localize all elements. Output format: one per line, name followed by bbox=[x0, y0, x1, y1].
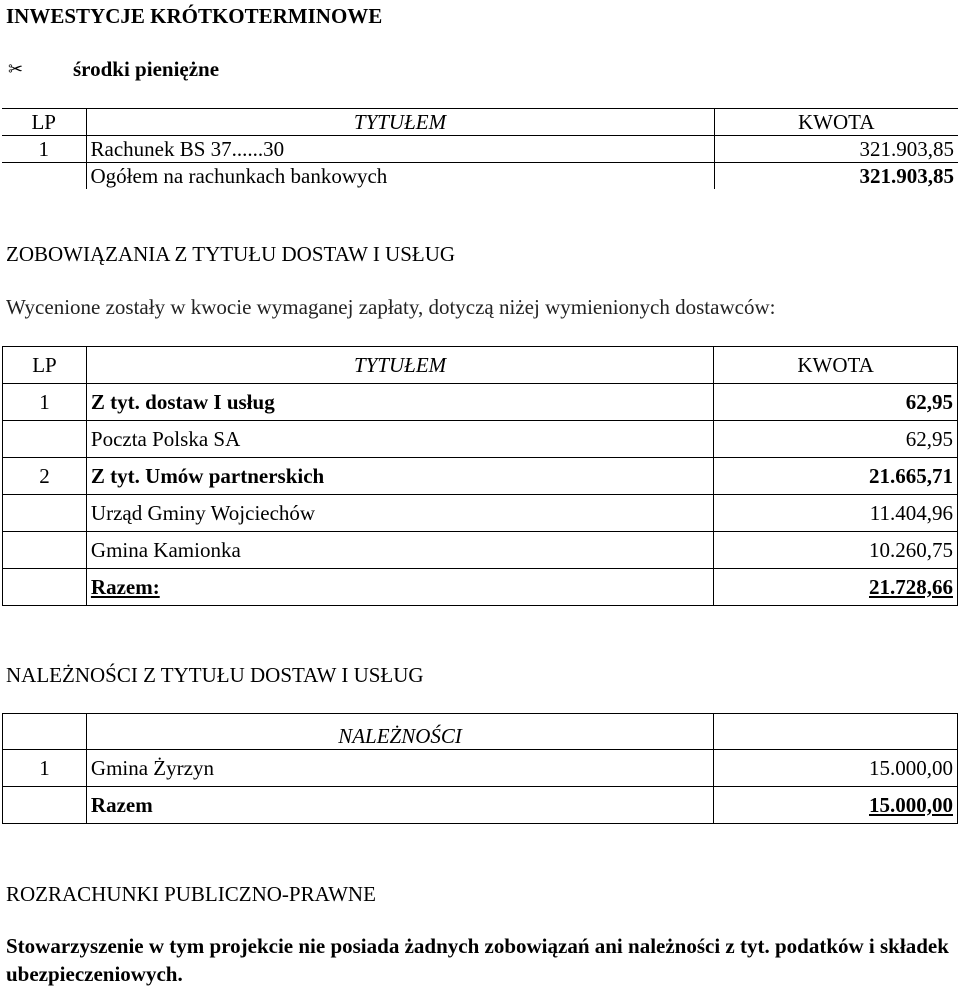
row-lp bbox=[3, 495, 87, 532]
section-title-public-settlements: ROZRACHUNKI PUBLICZNO-PRAWNE bbox=[6, 882, 376, 906]
row-amount: 11.404,96 bbox=[714, 495, 958, 532]
header-amount: KWOTA bbox=[714, 109, 958, 136]
section-title-investments: INWESTYCJE KRÓTKOTERMINOWE bbox=[6, 4, 383, 28]
row-lp: 1 bbox=[2, 136, 86, 163]
table-row bbox=[3, 495, 958, 532]
row-amount: 62,95 bbox=[714, 421, 958, 458]
total-amount: 321.903,85 bbox=[714, 163, 958, 190]
total-row bbox=[2, 163, 958, 190]
row-amount: 10.260,75 bbox=[714, 532, 958, 569]
header-lp: LP bbox=[2, 109, 86, 136]
table-row bbox=[3, 750, 958, 787]
table-row bbox=[3, 384, 958, 421]
header-title: TYTUŁEM bbox=[86, 347, 713, 384]
section-description: Wycenione zostały w kwocie wymaganej zapłaty, dotyczą niżej wymienionych dostawców: bbox=[6, 295, 776, 319]
row-amount: 62,95 bbox=[714, 384, 958, 421]
total-label: Razem bbox=[86, 787, 713, 824]
table-row bbox=[3, 532, 958, 569]
header-receivables: NALEŻNOŚCI bbox=[86, 714, 713, 750]
header-amount: KWOTA bbox=[714, 347, 958, 384]
liabilities-table bbox=[2, 346, 958, 606]
row-title: Poczta Polska SA bbox=[86, 421, 713, 458]
header-title: TYTUŁEM bbox=[86, 109, 714, 136]
row-amount: 321.903,85 bbox=[714, 136, 958, 163]
row-lp: 2 bbox=[3, 458, 87, 495]
header-lp: LP bbox=[3, 347, 87, 384]
cash-table bbox=[2, 108, 958, 189]
row-title: Gmina Kamionka bbox=[86, 532, 713, 569]
row-amount: 15.000,00 bbox=[714, 750, 958, 787]
receivables-table bbox=[2, 713, 958, 824]
row-title: Z tyt. Umów partnerskich bbox=[86, 458, 713, 495]
row-title: Rachunek BS 37......30 bbox=[86, 136, 714, 163]
total-label: Razem: bbox=[86, 569, 713, 606]
row-lp: 1 bbox=[3, 750, 87, 787]
row-lp bbox=[3, 421, 87, 458]
total-row bbox=[3, 569, 958, 606]
row-title: Z tyt. dostaw I usług bbox=[86, 384, 713, 421]
row-lp: 1 bbox=[3, 384, 87, 421]
total-amount: 21.728,66 bbox=[714, 569, 958, 606]
row-amount: 21.665,71 bbox=[714, 458, 958, 495]
section-title-receivables: NALEŻNOŚCI Z TYTUŁU DOSTAW I USŁUG bbox=[6, 663, 424, 687]
table-row bbox=[3, 421, 958, 458]
row-title: Gmina Żyrzyn bbox=[86, 750, 713, 787]
total-amount: 15.000,00 bbox=[714, 787, 958, 824]
table-row bbox=[2, 136, 958, 163]
section-subtitle-cash: środki pieniężne bbox=[73, 57, 220, 81]
section-text-public-settlements: Stowarzyszenie w tym projekcie nie posiada żadnych zobowiązań ani należności z tyt. podatków i składek ubezpieczeniowych. bbox=[6, 934, 949, 986]
scissors-icon: ✂ bbox=[8, 59, 24, 79]
row-title: Urząd Gminy Wojciechów bbox=[86, 495, 713, 532]
total-row bbox=[3, 787, 958, 824]
section-title-liabilities: ZOBOWIĄZANIA Z TYTUŁU DOSTAW I USŁUG bbox=[6, 242, 456, 266]
row-lp bbox=[3, 532, 87, 569]
total-label: Ogółem na rachunkach bankowych bbox=[86, 163, 714, 190]
table-row bbox=[3, 458, 958, 495]
